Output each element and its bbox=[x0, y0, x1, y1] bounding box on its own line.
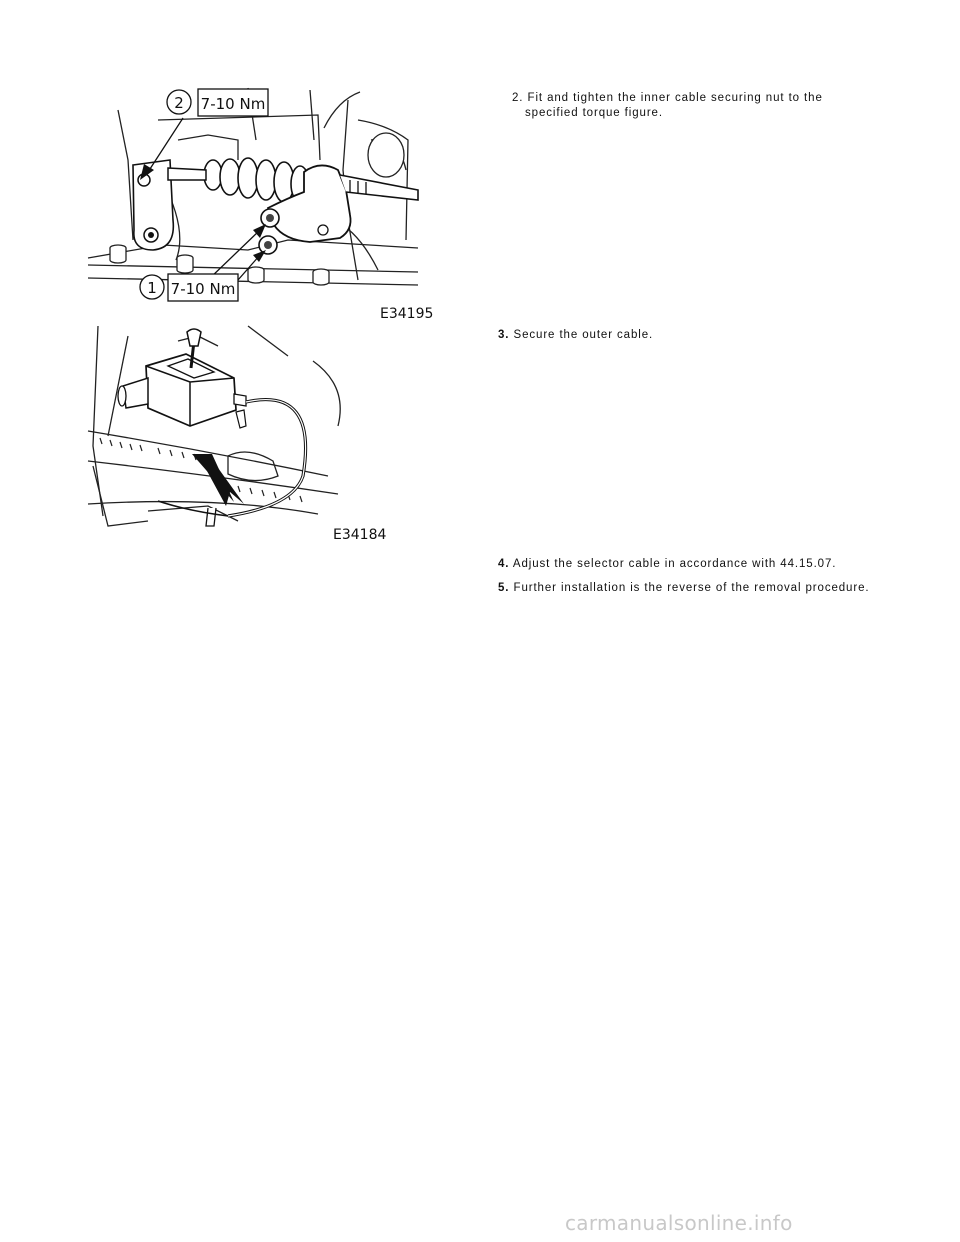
step-number: 3. bbox=[498, 329, 510, 341]
step-text-continued: specified torque figure. bbox=[525, 107, 663, 119]
step-text: Adjust the selector cable in accordance with 44.15.07. bbox=[512, 558, 837, 570]
callout-1-torque: 7-10 Nm bbox=[170, 280, 236, 298]
step-3 bbox=[498, 328, 653, 343]
figure-cable-lever-torque bbox=[88, 80, 434, 326]
step-4 bbox=[498, 557, 836, 572]
callout-2-number: 2 bbox=[174, 94, 184, 112]
step-5 bbox=[498, 581, 869, 596]
callout-1 bbox=[140, 274, 238, 301]
step-text: Further installation is the reverse of the removal procedure. bbox=[513, 582, 870, 594]
figure-selector-outer-cable bbox=[88, 326, 418, 550]
callout-2 bbox=[167, 89, 268, 116]
step-2 bbox=[512, 91, 932, 121]
step-text: Secure the outer cable. bbox=[513, 329, 654, 341]
watermark: carmanualsonline.info bbox=[565, 1211, 793, 1235]
callout-2-torque: 7-10 Nm bbox=[200, 95, 266, 113]
step-text: Fit and tighten the inner cable securing nut to the bbox=[527, 92, 823, 104]
step-number: 2. bbox=[512, 92, 524, 104]
step-number: 5. bbox=[498, 582, 510, 594]
figure-ref-code: E34184 bbox=[333, 527, 387, 543]
step-number: 4. bbox=[498, 558, 510, 570]
figure-ref-code: E34195 bbox=[380, 306, 434, 322]
callout-1-number: 1 bbox=[147, 279, 157, 297]
